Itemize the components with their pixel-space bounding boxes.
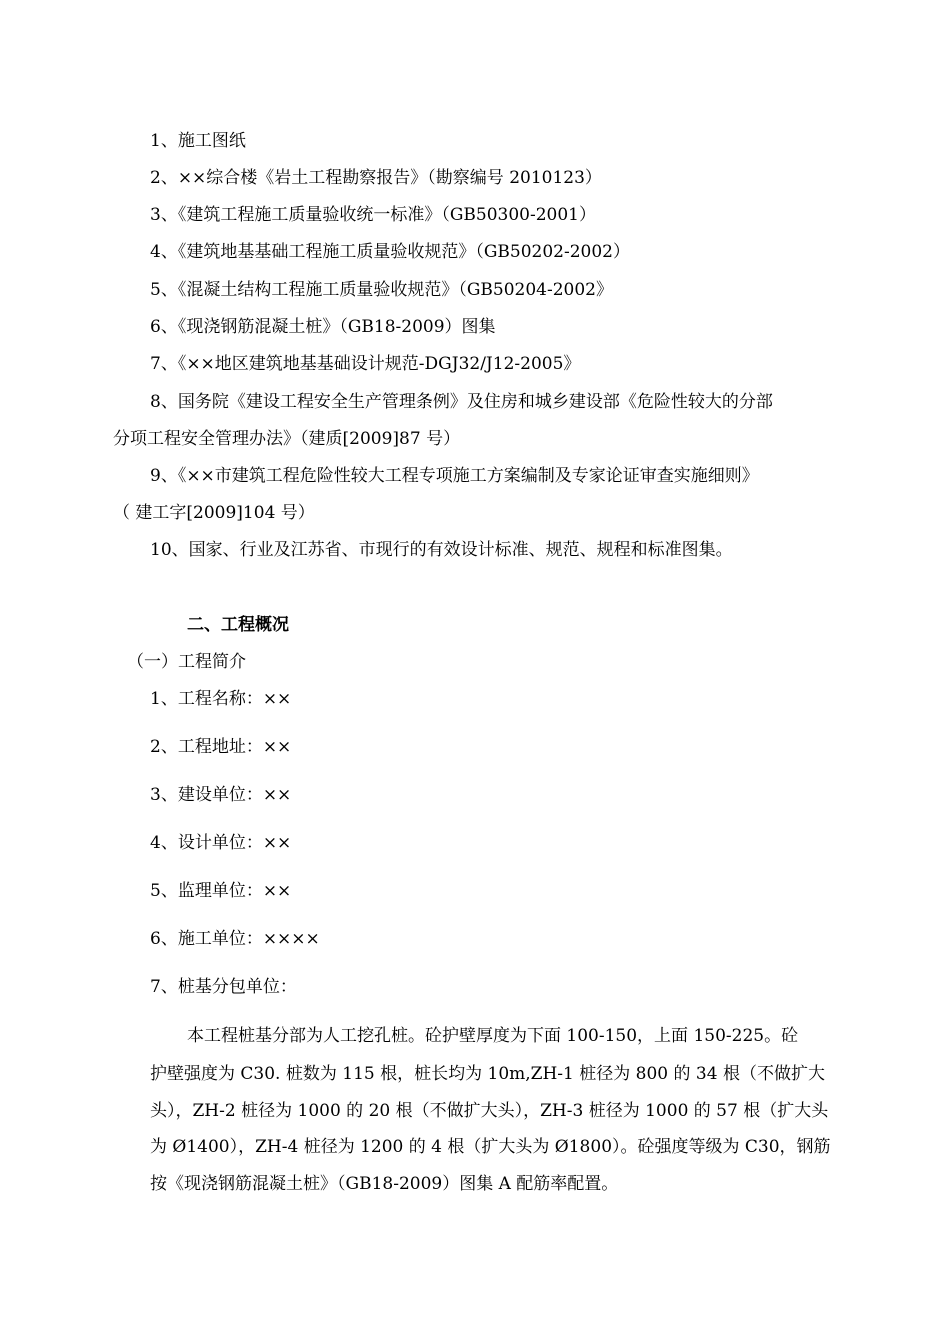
reference-item: 6、《现浇钢筋混凝土桩》（GB18-2009）图集 — [150, 317, 496, 337]
reference-item: 3、《建筑工程施工质量验收统一标准》（GB50300-2001） — [150, 205, 596, 225]
pile-description-line: 为 Ø1400），ZH-4 桩径为 1200 的 4 根（扩大头为 Ø1800）。砼强度等级为 C30，钢筋 — [150, 1137, 831, 1157]
reference-item-10: 10、国家、行业及江苏省、市现行的有效设计标准、规范、规程和标准图集。 — [150, 540, 733, 560]
project-info-item: 5、监理单位：×× — [150, 881, 292, 901]
reference-item: 7、《××地区建筑地基基础设计规范-DGJ32/J12-2005》 — [150, 354, 581, 374]
reference-item-8-line1: 8、国务院《建设工程安全生产管理条例》及住房和城乡建设部《危险性较大的分部 — [150, 392, 773, 412]
pile-description-line: 按《现浇钢筋混凝土桩》（GB18-2009）图集 A 配筋率配置。 — [150, 1174, 619, 1194]
reference-item: 4、《建筑地基基础工程施工质量验收规范》（GB50202-2002） — [150, 242, 630, 262]
project-info-item: 2、工程地址：×× — [150, 737, 292, 757]
reference-item-9-line2: （ 建工字[2009]104 号） — [113, 503, 315, 523]
project-info-item: 4、设计单位：×× — [150, 833, 292, 853]
reference-item-9-line1: 9、《××市建筑工程危险性较大工程专项施工方案编制及专家论证审查实施细则》 — [150, 466, 759, 486]
section-subtitle: （一）工程简介 — [127, 652, 246, 672]
project-info-item: 7、桩基分包单位： — [150, 977, 297, 997]
pile-description-line: 头），ZH-2 桩径为 1000 的 20 根（不做扩大头），ZH-3 桩径为 1000 的 57 根（扩大头 — [150, 1101, 829, 1121]
project-info-item: 3、建设单位：×× — [150, 785, 292, 805]
project-info-item: 1、工程名称：×× — [150, 689, 292, 709]
reference-item: 1、施工图纸 — [150, 131, 246, 151]
project-info-item: 6、施工单位：×××× — [150, 929, 320, 949]
section-title: 二、工程概况 — [187, 615, 289, 635]
reference-item: 5、《混凝土结构工程施工质量验收规范》（GB50204-2002》 — [150, 280, 613, 300]
pile-description-line: 护壁强度为 C30. 桩数为 115 根，桩长均为 10m,ZH-1 桩径为 800 的 34 根（不做扩大 — [150, 1064, 825, 1084]
pile-description-line: 本工程桩基分部为人工挖孔桩。砼护壁厚度为下面 100-150，上面 150-225。砼 — [187, 1026, 799, 1046]
reference-item-8-line2: 分项工程安全管理办法》（建质[2009]87 号） — [113, 429, 461, 449]
reference-item: 2、××综合楼《岩土工程勘察报告》（勘察编号 2010123） — [150, 168, 602, 188]
